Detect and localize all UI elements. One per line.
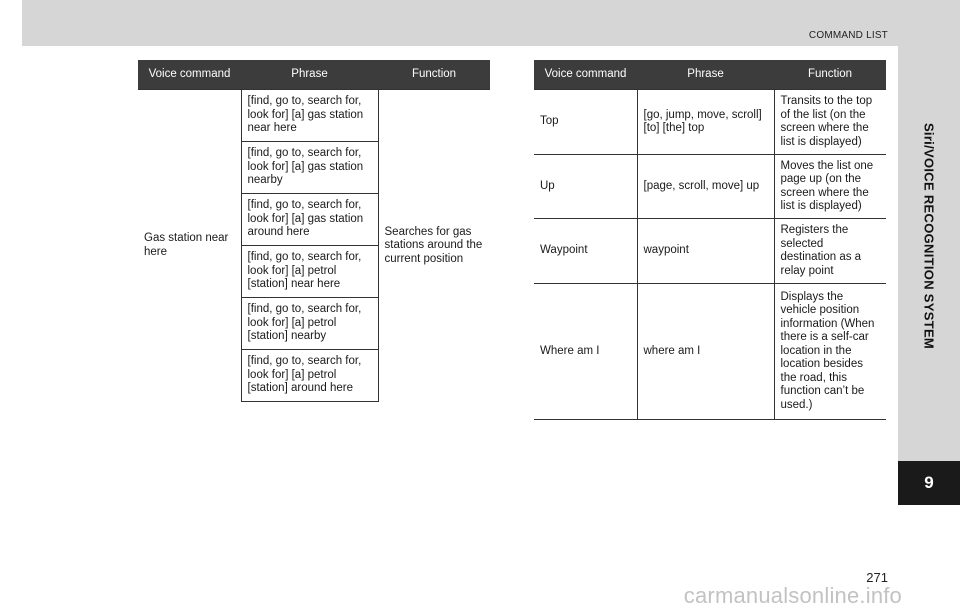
- voice-command-cell: Waypoint: [534, 219, 637, 284]
- voice-command-cell: Where am I: [534, 284, 637, 420]
- column-header-function: Function: [774, 60, 886, 90]
- table-row: [534, 90, 886, 155]
- phrase-cell: [find, go to, search for, look for] [a] gas station nearby: [241, 142, 378, 194]
- command-table-right: [534, 60, 886, 420]
- phrase-cell: [find, go to, search for, look for] [a] petrol [station] nearby: [241, 298, 378, 350]
- table-row: [534, 284, 886, 420]
- phrase-cell: [go, jump, move, scroll] [to] [the] top: [637, 90, 774, 155]
- column-header-phrase: Phrase: [637, 60, 774, 90]
- phrase-cell: where am I: [637, 284, 774, 420]
- column-header-voice-command: Voice command: [534, 60, 637, 90]
- table-header-row: [534, 60, 886, 90]
- phrase-cell: [find, go to, search for, look for] [a] gas station near here: [241, 90, 378, 142]
- table-row: [138, 90, 490, 142]
- function-cell: Moves the list one page up (on the screen where the list is displayed): [774, 155, 886, 219]
- voice-command-cell: Gas station near here: [138, 90, 241, 402]
- table-row: [534, 155, 886, 219]
- command-table-left: [138, 60, 490, 402]
- watermark[interactable]: carmanualsonline.info: [683, 583, 902, 608]
- column-header-phrase: Phrase: [241, 60, 378, 90]
- table-header-row: [138, 60, 490, 90]
- voice-command-cell: Top: [534, 90, 637, 155]
- function-cell: Transits to the top of the list (on the screen where the list is displayed): [774, 90, 886, 155]
- function-cell: Displays the vehicle position information (When there is a self-car location in the location besides the road, this function can’t be used.): [774, 284, 886, 420]
- column-header-function: Function: [378, 60, 490, 90]
- phrase-cell: [find, go to, search for, look for] [a] petrol [station] near here: [241, 246, 378, 298]
- function-cell: Registers the selected destination as a relay point: [774, 219, 886, 284]
- page-number: 271: [866, 570, 888, 585]
- phrase-cell: [find, go to, search for, look for] [a] gas station around here: [241, 194, 378, 246]
- phrase-cell: [find, go to, search for, look for] [a] petrol [station] around here: [241, 350, 378, 402]
- table-row: [534, 219, 886, 284]
- chapter-number-tab: 9: [898, 461, 960, 505]
- function-cell: Searches for gas stations around the current position: [378, 90, 490, 402]
- phrase-cell: [page, scroll, move] up: [637, 155, 774, 219]
- side-tab-label: Siri/VOICE RECOGNITION SYSTEM: [921, 122, 937, 350]
- column-header-voice-command: Voice command: [138, 60, 241, 90]
- section-title: COMMAND LIST: [808, 30, 888, 41]
- phrase-cell: waypoint: [637, 219, 774, 284]
- voice-command-cell: Up: [534, 155, 637, 219]
